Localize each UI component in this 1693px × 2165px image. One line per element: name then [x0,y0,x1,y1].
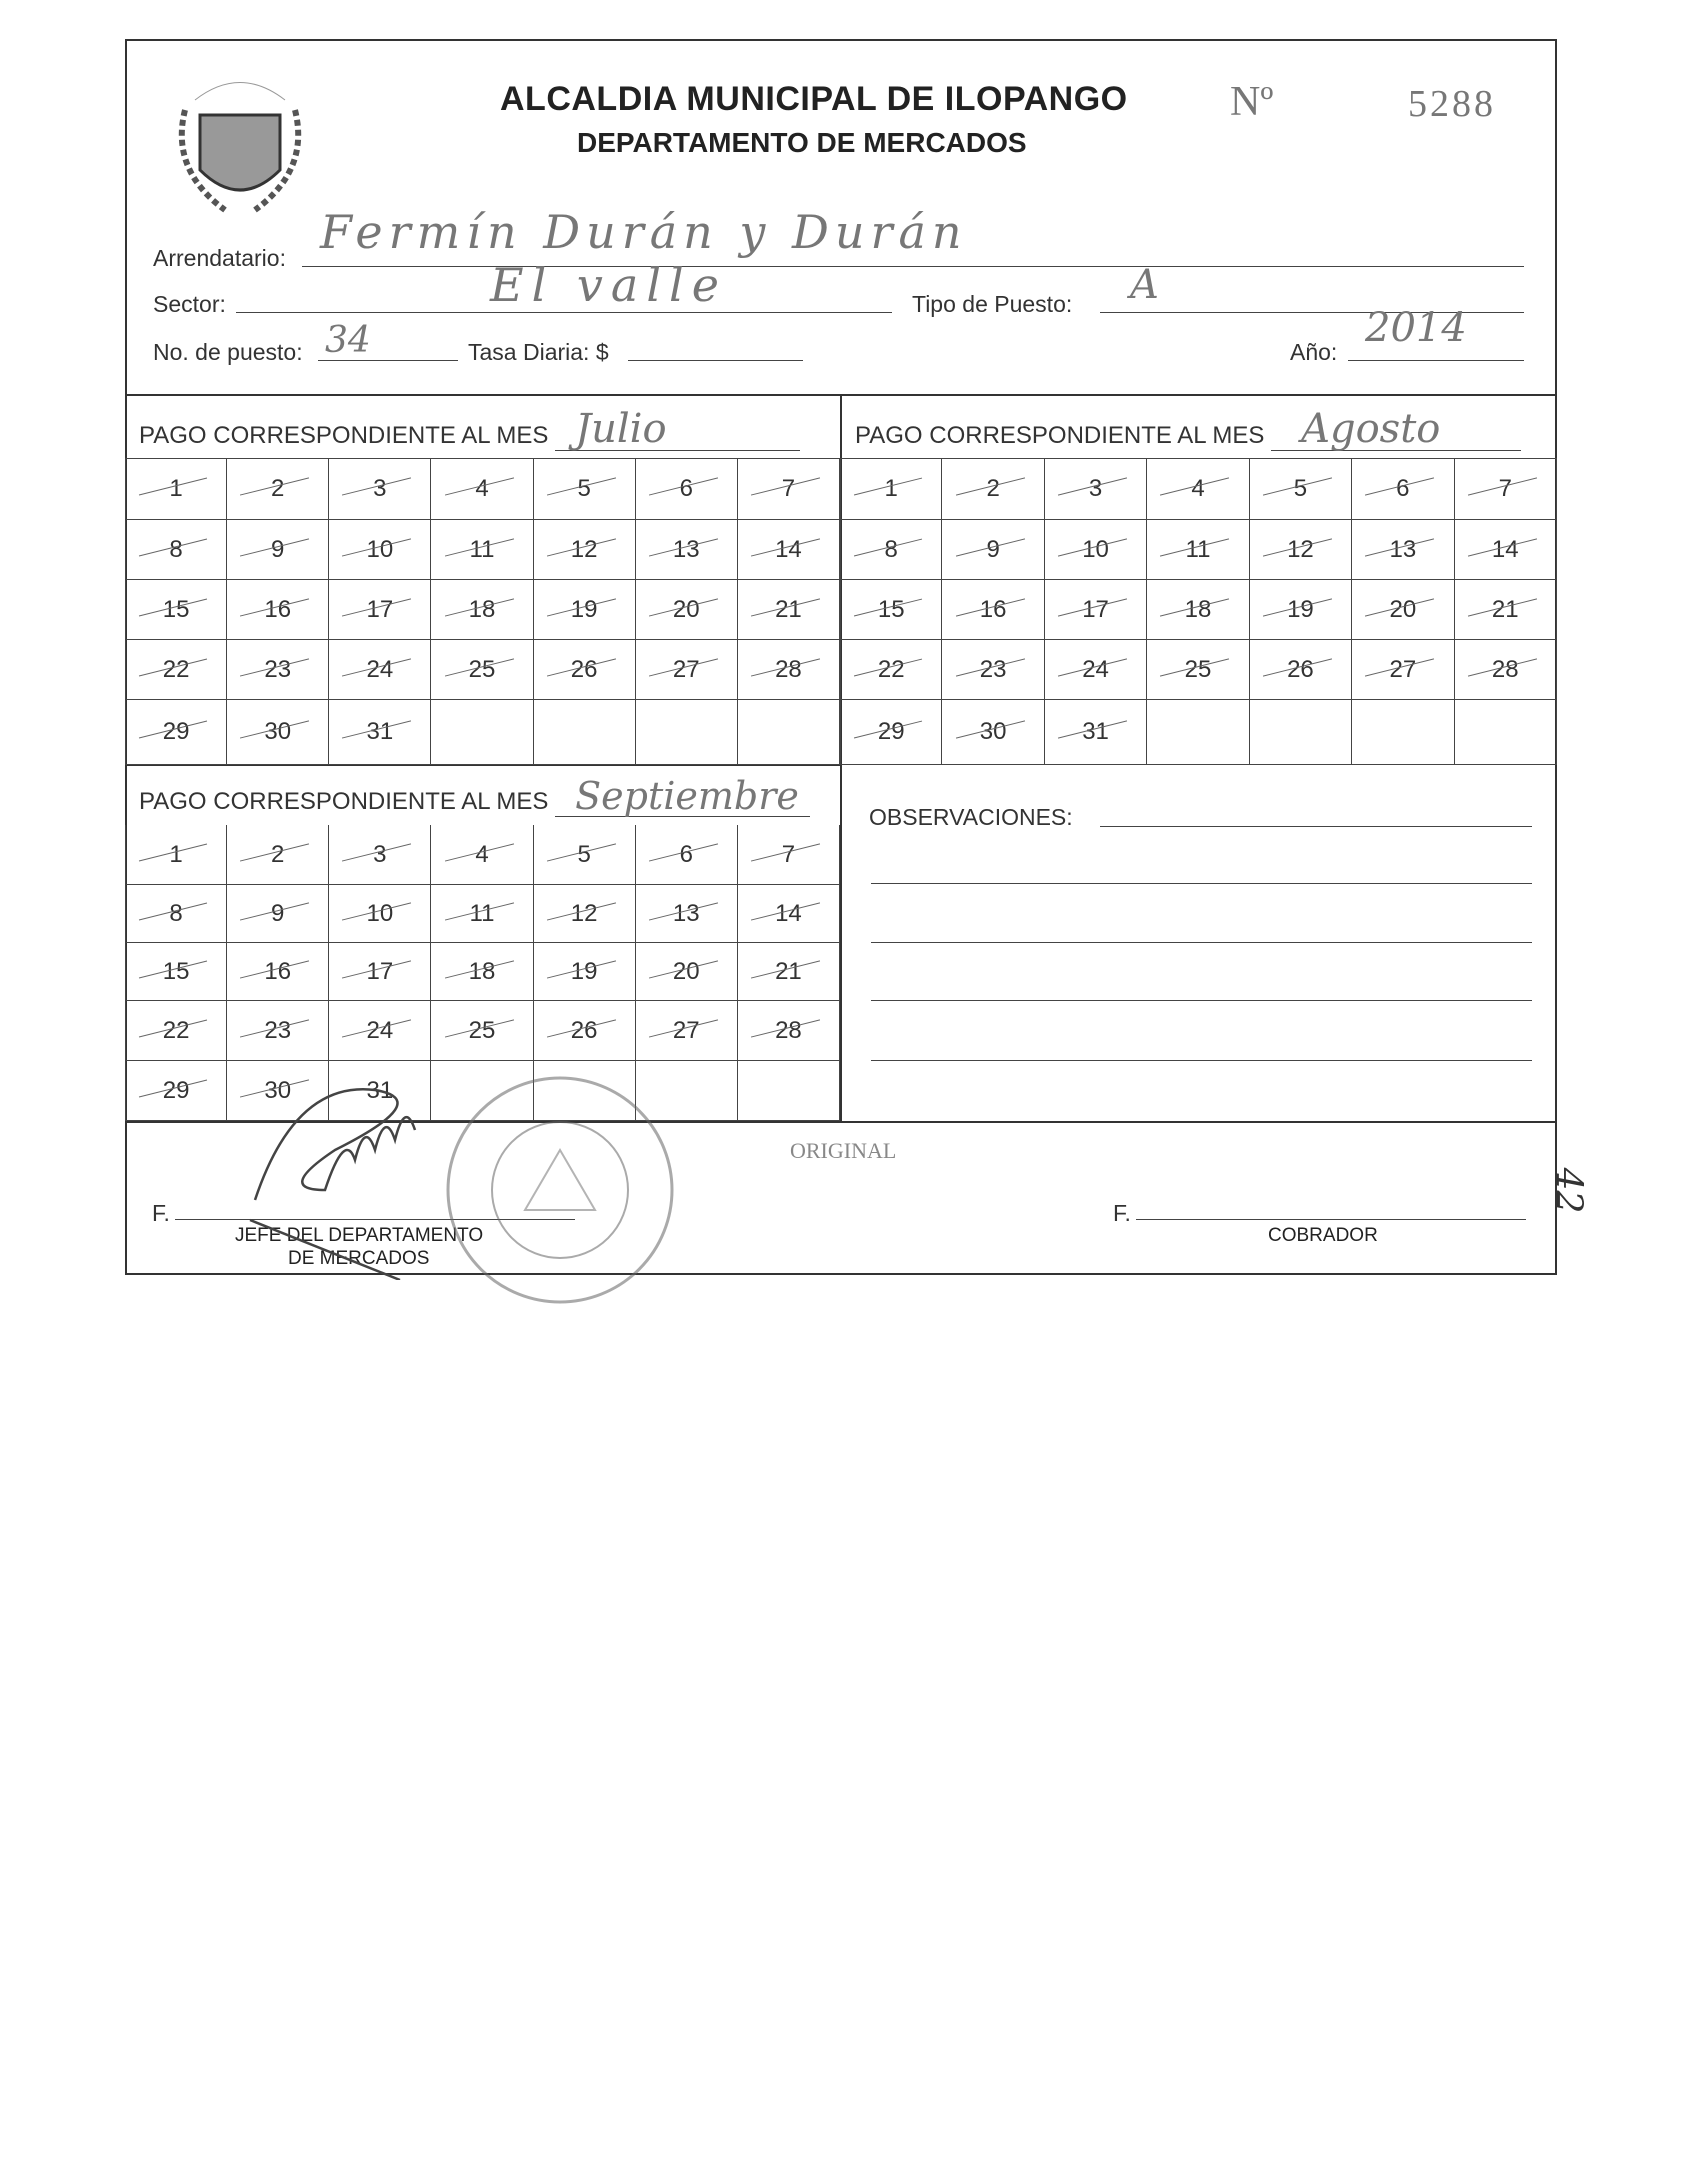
day-cell: 26 [1250,640,1352,700]
day-cell: 6 [636,825,738,885]
day-cell: 17 [329,943,431,1001]
empty-cell [738,1061,840,1121]
day-cell: 10 [1045,520,1147,580]
cobrador-label: COBRADOR [1268,1225,1378,1246]
empty-cell [738,700,840,765]
day-cell: 21 [738,943,840,1001]
municipal-coat-of-arms-logo [165,70,315,220]
day-cell: 23 [942,640,1044,700]
day-cell: 17 [329,580,431,640]
day-cell: 21 [738,580,840,640]
day-cell: 31 [329,1061,431,1121]
day-cell: 13 [1352,520,1454,580]
tipo-puesto-value: A [1130,262,1159,308]
day-cell: 22 [125,1001,227,1061]
day-cell: 10 [329,520,431,580]
day-cell: 14 [738,520,840,580]
day-cell: 13 [636,885,738,943]
jefe-label-2: DE MERCADOS [288,1248,430,1269]
tipo-puesto-label: Tipo de Puesto: [912,291,1073,317]
puesto-label: No. de puesto: [153,339,303,365]
month-label: PAGO CORRESPONDIENTE AL MES [139,422,549,449]
day-cell: 3 [329,459,431,520]
observaciones-line [871,1000,1532,1001]
day-cell: 3 [329,825,431,885]
day-cell: 19 [1250,580,1352,640]
day-cell: 24 [329,1001,431,1061]
day-cell: 12 [534,885,636,943]
side-note: 42 [1547,1167,1589,1214]
day-cell: 28 [1455,640,1557,700]
empty-cell [1352,700,1454,765]
day-cell: 29 [840,700,942,765]
day-cell: 18 [431,580,533,640]
day-cell: 26 [534,640,636,700]
number-label: Nº [1230,79,1274,125]
document-title: ALCALDIA MUNICIPAL DE ILOPANGO [500,80,1128,118]
day-cell: 18 [1147,580,1249,640]
puesto-value: 34 [325,320,371,361]
signature-line-right [1136,1219,1526,1220]
official-seal [440,1070,680,1310]
day-cell: 15 [125,580,227,640]
observaciones-line [871,942,1532,943]
day-cell: 28 [738,640,840,700]
day-cell: 25 [1147,640,1249,700]
day-cell: 27 [636,1001,738,1061]
day-cell: 31 [1045,700,1147,765]
day-cell: 19 [534,580,636,640]
day-cell: 30 [227,1061,329,1121]
day-cell: 13 [636,520,738,580]
arrendatario-line [302,266,1524,267]
empty-cell [1147,700,1249,765]
observaciones-line [871,1060,1532,1061]
day-cell: 10 [329,885,431,943]
month-name: Julio [575,406,667,452]
sector-line [236,312,892,313]
day-grid-agosto [840,458,1557,765]
month-header-1 [139,406,800,452]
day-cell: 1 [125,459,227,520]
day-cell: 29 [125,700,227,765]
day-cell: 18 [431,943,533,1001]
day-cell: 15 [840,580,942,640]
sector-label: Sector: [153,291,226,317]
day-cell: 2 [942,459,1044,520]
day-cell: 6 [636,459,738,520]
empty-cell [1455,700,1557,765]
day-cell: 23 [227,1001,329,1061]
day-cell: 20 [1352,580,1454,640]
day-cell: 3 [1045,459,1147,520]
anio-value: 2014 [1365,305,1467,351]
day-cell: 27 [636,640,738,700]
day-cell: 30 [227,700,329,765]
sector-value: El valle [490,258,727,312]
month-label: PAGO CORRESPONDIENTE AL MES [855,422,1265,449]
day-cell: 14 [738,885,840,943]
day-cell: 22 [840,640,942,700]
day-cell: 28 [738,1001,840,1061]
day-cell: 16 [942,580,1044,640]
month-name: Agosto [1301,406,1441,452]
day-cell: 9 [942,520,1044,580]
empty-cell [636,700,738,765]
day-cell: 15 [125,943,227,1001]
day-cell: 7 [738,825,840,885]
day-cell: 4 [431,825,533,885]
month-name: Septiembre [575,774,799,818]
month-header-3 [139,774,810,818]
day-cell: 5 [534,825,636,885]
day-cell: 30 [942,700,1044,765]
day-cell: 7 [738,459,840,520]
day-cell: 23 [227,640,329,700]
day-cell: 17 [1045,580,1147,640]
day-cell: 5 [1250,459,1352,520]
empty-cell [534,700,636,765]
day-cell: 11 [1147,520,1249,580]
day-cell: 25 [431,640,533,700]
day-cell: 11 [431,885,533,943]
empty-cell [1250,700,1352,765]
day-cell: 9 [227,520,329,580]
day-cell: 5 [534,459,636,520]
observaciones-label: OBSERVACIONES: [869,804,1073,830]
day-cell: 27 [1352,640,1454,700]
day-cell: 12 [534,520,636,580]
day-cell: 1 [125,825,227,885]
day-cell: 26 [534,1001,636,1061]
day-cell: 1 [840,459,942,520]
day-cell: 22 [125,640,227,700]
day-cell: 16 [227,580,329,640]
day-cell: 7 [1455,459,1557,520]
empty-cell [431,700,533,765]
folio-number: 5288 [1408,83,1496,125]
anio-line [1348,360,1524,361]
day-cell: 20 [636,580,738,640]
document-subtitle: DEPARTAMENTO DE MERCADOS [577,127,1027,158]
day-cell: 12 [1250,520,1352,580]
day-cell: 8 [125,885,227,943]
day-cell: 4 [1147,459,1249,520]
observaciones-line [1100,826,1532,827]
arrendatario-label: Arrendatario: [153,245,286,271]
tasa-diaria-line [628,360,803,361]
day-cell: 6 [1352,459,1454,520]
day-cell: 19 [534,943,636,1001]
day-cell: 8 [125,520,227,580]
observaciones-line [871,883,1532,884]
signature-f-left: F. [152,1200,170,1226]
day-cell: 25 [431,1001,533,1061]
day-cell: 21 [1455,580,1557,640]
signature-f-right: F. [1113,1200,1131,1226]
day-cell: 31 [329,700,431,765]
day-cell: 8 [840,520,942,580]
day-cell: 29 [125,1061,227,1121]
day-cell: 9 [227,885,329,943]
day-cell: 24 [1045,640,1147,700]
day-cell: 2 [227,825,329,885]
tasa-diaria-label: Tasa Diaria: $ [468,339,609,365]
month-header-2 [855,406,1521,452]
day-grid-julio [125,458,840,765]
month-label: PAGO CORRESPONDIENTE AL MES [139,788,549,815]
day-cell: 20 [636,943,738,1001]
day-cell: 16 [227,943,329,1001]
anio-label: Año: [1290,339,1338,365]
original-stamp: ORIGINAL [790,1138,897,1163]
arrendatario-value: Fermín Durán y Durán [320,205,968,259]
day-cell: 14 [1455,520,1557,580]
day-cell: 24 [329,640,431,700]
day-cell: 11 [431,520,533,580]
day-cell: 4 [431,459,533,520]
day-cell: 2 [227,459,329,520]
jefe-label-1: JEFE DEL DEPARTAMENTO [235,1225,484,1246]
